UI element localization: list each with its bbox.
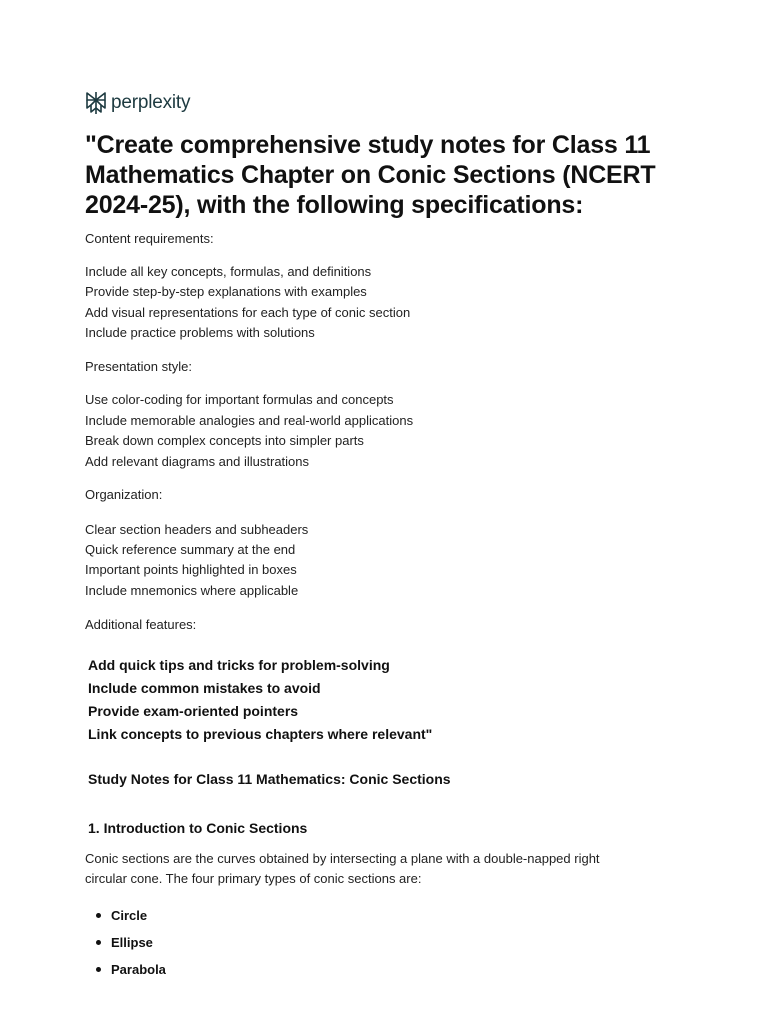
list-item: Important points highlighted in boxes [85, 562, 297, 577]
list-item: Add relevant diagrams and illustrations [85, 454, 310, 469]
list-item [96, 929, 166, 956]
list-item: Quick reference summary at the end [85, 542, 296, 557]
section-label-additional: Additional features: [85, 617, 197, 632]
list-item: Provide exam-oriented pointers [88, 703, 299, 719]
list-item [96, 956, 166, 983]
bullet-icon [96, 913, 101, 918]
list-item [96, 902, 166, 929]
list-item: Use color-coding for important formulas and concepts [85, 392, 394, 407]
conic-type-label: Parabola [111, 962, 166, 977]
list-item: Add quick tips and tricks for problem-solving [88, 657, 390, 673]
section-label-content: Content requirements: [85, 231, 214, 246]
list-item: Clear section headers and subheaders [85, 522, 309, 537]
conic-type-label: Circle [111, 908, 148, 923]
bullet-icon [96, 967, 101, 972]
list-item: Include memorable analogies and real-world applications [85, 413, 414, 428]
list-item: Link concepts to previous chapters where relevant" [88, 726, 433, 742]
bullet-icon [96, 940, 101, 945]
list-item: Include mnemonics where applicable [85, 583, 299, 598]
section-label-organization: Organization: [85, 487, 163, 502]
intro-paragraph-line: circular cone. The four primary types of conic sections are: [85, 871, 422, 886]
list-item: Provide step-by-step explanations with examples [85, 284, 367, 299]
list-item: Add visual representations for each type of conic section [85, 305, 411, 320]
brand-name: perplexity [111, 92, 191, 113]
perplexity-logo-icon [85, 91, 107, 115]
list-item: Include practice problems with solutions [85, 325, 315, 340]
list-item: Include common mistakes to avoid [88, 680, 321, 696]
intro-heading: 1. Introduction to Conic Sections [88, 820, 308, 836]
list-item: Include all key concepts, formulas, and definitions [85, 264, 372, 279]
list-item: Break down complex concepts into simpler parts [85, 433, 364, 448]
conic-type-label: Ellipse [111, 935, 153, 950]
brand-logo [85, 90, 190, 116]
notes-heading: Study Notes for Class 11 Mathematics: Conic Sections [88, 771, 451, 787]
page-title: "Create comprehensive study notes for Class 11 Mathematics Chapter on Conic Sections (NCERT 2024-25), with the following specifications: [85, 131, 656, 219]
conic-types-list [96, 902, 166, 983]
intro-paragraph-line: Conic sections are the curves obtained by intersecting a plane with a double-napped right [85, 851, 600, 866]
section-label-presentation: Presentation style: [85, 359, 192, 374]
